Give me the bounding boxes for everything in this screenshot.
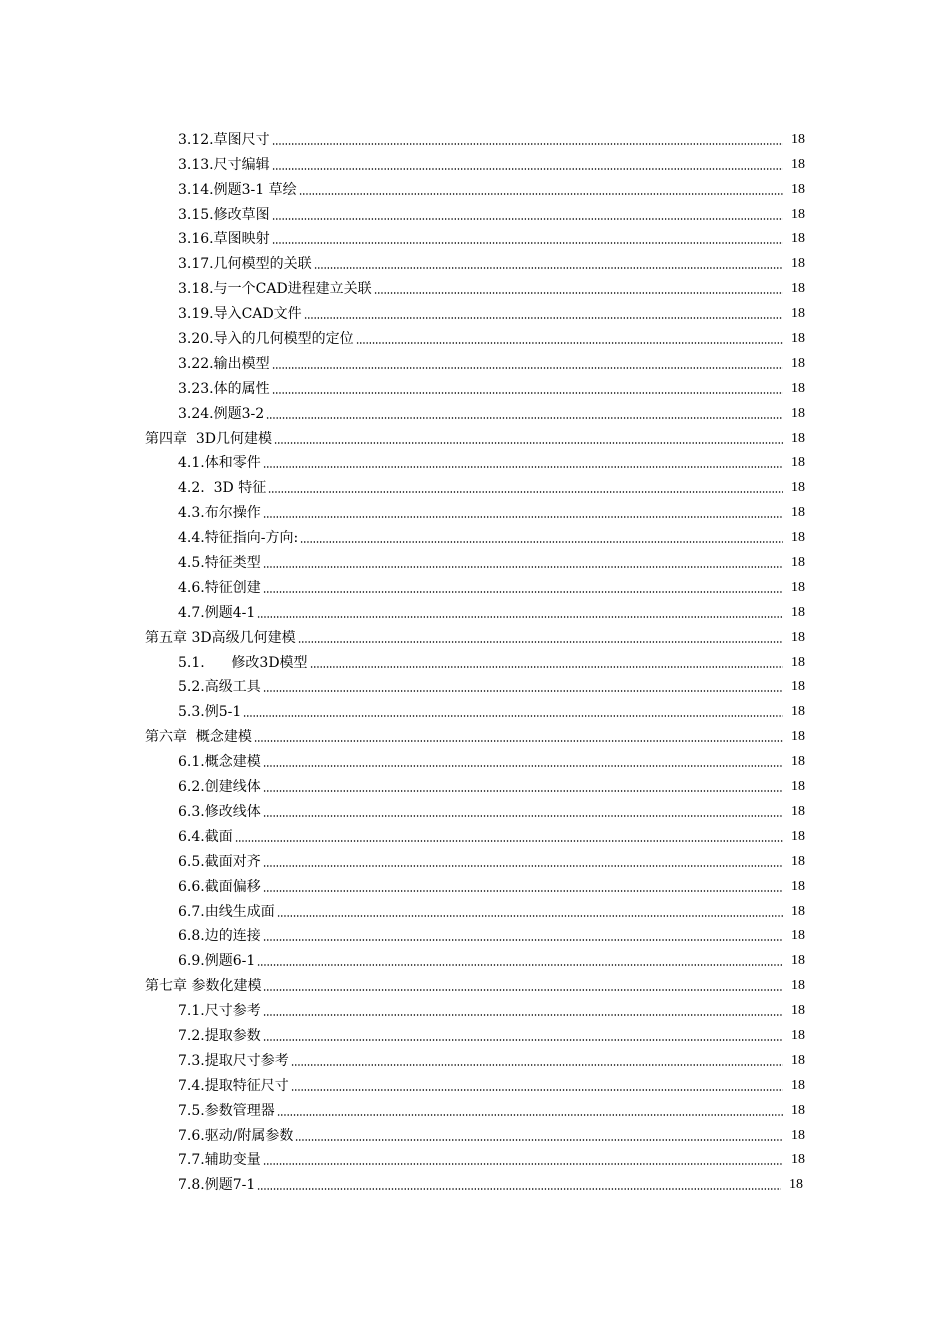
toc-page-number: 18 [791, 604, 805, 620]
toc-page-number: 18 [791, 928, 805, 944]
toc-page-number: 18 [791, 206, 805, 222]
toc-page-number: 18 [791, 1052, 805, 1068]
toc-page-number: 18 [791, 480, 805, 496]
toc-section-entry[interactable] [0, 448, 950, 473]
toc-page-number: 18 [791, 953, 805, 969]
toc-dot-leader [291, 1089, 783, 1091]
toc-entry-label: 6.3.修改线体 [178, 803, 261, 820]
toc-entry-label: 第七章 参数化建模 [145, 978, 262, 995]
toc-section-entry[interactable] [0, 597, 950, 622]
toc-section-entry[interactable] [0, 1045, 950, 1070]
toc-dot-leader [310, 666, 783, 668]
toc-dot-leader [277, 1114, 783, 1116]
toc-section-entry[interactable] [0, 1070, 950, 1095]
toc-entry-label: 第五章 3D高级几何建模 [145, 629, 296, 646]
toc-entry-label: 3.16.草图映射 [178, 231, 270, 248]
toc-page-number: 18 [791, 1152, 805, 1168]
toc-page-number: 18 [791, 654, 805, 670]
toc-dot-leader [272, 218, 783, 220]
toc-entry-label: 3.18.与一个CAD进程建立关联 [178, 281, 372, 298]
toc-section-entry[interactable] [0, 1120, 950, 1145]
toc-dot-leader [263, 790, 783, 792]
toc-entry-label: 4.3.布尔操作 [178, 505, 261, 522]
toc-dot-leader [268, 491, 783, 493]
toc-dot-leader [263, 466, 783, 468]
toc-entry-label: 7.6.驱动/附属参数 [178, 1127, 294, 1144]
toc-section-entry[interactable] [0, 398, 950, 423]
toc-page-number: 18 [791, 331, 805, 347]
toc-section-entry[interactable] [0, 224, 950, 249]
toc-section-entry[interactable] [0, 871, 950, 896]
toc-section-entry[interactable] [0, 298, 950, 323]
toc-page-number: 18 [791, 1127, 805, 1143]
toc-page-number: 18 [791, 430, 805, 446]
toc-entry-label: 6.7.由线生成面 [178, 903, 275, 920]
toc-section-entry[interactable] [0, 1145, 950, 1170]
toc-entry-label: 6.2.创建线体 [178, 779, 261, 796]
toc-page-number: 18 [791, 555, 805, 571]
toc-section-entry[interactable] [0, 348, 950, 373]
toc-entry-label: 3.23.体的属性 [178, 380, 270, 397]
toc-dot-leader [263, 765, 783, 767]
toc-section-entry[interactable] [0, 796, 950, 821]
toc-section-entry[interactable] [0, 921, 950, 946]
toc-dot-leader [291, 1064, 783, 1066]
toc-section-entry[interactable] [0, 672, 950, 697]
toc-dot-leader [266, 417, 783, 419]
toc-dot-leader [272, 367, 783, 369]
toc-section-entry[interactable] [0, 1169, 950, 1194]
toc-section-entry[interactable] [0, 1020, 950, 1045]
toc-dot-leader [263, 939, 783, 941]
toc-entry-label: 第六章 概念建模 [145, 729, 252, 746]
toc-section-entry[interactable] [0, 696, 950, 721]
toc-page-number: 18 [791, 729, 805, 745]
toc-entry-label: 7.1.尺寸参考 [178, 1003, 261, 1020]
toc-entry-label: 3.20.导入的几何模型的定位 [178, 331, 354, 348]
toc-dot-leader [300, 541, 783, 543]
toc-entry-label: 4.7.例题4-1 [178, 604, 256, 621]
toc-dot-leader [272, 242, 783, 244]
toc-dot-leader [298, 641, 783, 643]
toc-page-number: 18 [791, 405, 805, 421]
toc-dot-leader [263, 516, 783, 518]
toc-entry-label: 5.3.例5-1 [178, 704, 242, 721]
toc-section-entry[interactable] [0, 522, 950, 547]
toc-page-number: 18 [791, 903, 805, 919]
toc-page-number: 18 [791, 131, 805, 147]
table-of-contents [0, 124, 950, 1194]
toc-entry-label: 6.1.概念建模 [178, 754, 261, 771]
toc-entry-label: 第四章 3D几何建模 [145, 430, 273, 447]
toc-page-number: 18 [791, 306, 805, 322]
toc-entry-label: 6.8.边的连接 [178, 928, 261, 945]
toc-section-entry[interactable] [0, 323, 950, 348]
toc-page-number: 18 [791, 1027, 805, 1043]
toc-dot-leader [272, 168, 783, 170]
toc-dot-leader [272, 143, 783, 145]
toc-dot-leader [263, 989, 783, 991]
toc-dot-leader [263, 815, 783, 817]
toc-page-number: 18 [791, 629, 805, 645]
toc-entry-label: 7.8.例题7-1 [178, 1177, 256, 1194]
toc-page-number: 18 [791, 256, 805, 272]
toc-section-entry[interactable] [0, 149, 950, 174]
toc-dot-leader [295, 1139, 783, 1141]
toc-section-entry[interactable] [0, 472, 950, 497]
toc-page-number: 18 [791, 231, 805, 247]
toc-page-number: 18 [789, 1177, 803, 1193]
toc-section-entry[interactable] [0, 273, 950, 298]
toc-page-number: 18 [791, 380, 805, 396]
toc-entry-label: 3.19.导入CAD文件 [178, 306, 302, 323]
toc-page-number: 18 [791, 803, 805, 819]
toc-dot-leader [263, 865, 783, 867]
toc-page-number: 18 [791, 704, 805, 720]
toc-entry-label: 6.6.截面偏移 [178, 878, 261, 895]
toc-chapter-entry[interactable] [0, 423, 950, 448]
toc-dot-leader [374, 292, 783, 294]
toc-section-entry[interactable] [0, 547, 950, 572]
toc-section-entry[interactable] [0, 199, 950, 224]
toc-page-number: 18 [791, 1077, 805, 1093]
toc-section-entry[interactable] [0, 248, 950, 273]
toc-page-number: 18 [791, 530, 805, 546]
toc-dot-leader [277, 915, 783, 917]
toc-page-number: 18 [791, 978, 805, 994]
toc-entry-label: 4.6.特征创建 [178, 579, 261, 596]
toc-page-number: 18 [791, 853, 805, 869]
toc-entry-label: 3.24.例题3-2 [178, 405, 265, 422]
toc-page-number: 18 [791, 679, 805, 695]
toc-entry-label: 6.5.截面对齐 [178, 853, 261, 870]
toc-entry-label: 3.15.修改草图 [178, 206, 270, 223]
toc-entry-label: 6.9.例题6-1 [178, 953, 256, 970]
toc-dot-leader [299, 193, 783, 195]
toc-section-entry[interactable] [0, 373, 950, 398]
toc-page-number: 18 [791, 181, 805, 197]
toc-section-entry[interactable] [0, 995, 950, 1020]
toc-chapter-entry[interactable] [0, 622, 950, 647]
toc-dot-leader [257, 616, 783, 618]
toc-dot-leader [263, 591, 783, 593]
toc-page-number: 18 [791, 579, 805, 595]
toc-section-entry[interactable] [0, 124, 950, 149]
toc-entry-label: 7.4.提取特征尺寸 [178, 1077, 289, 1094]
toc-section-entry[interactable] [0, 846, 950, 871]
toc-page-number: 18 [791, 779, 805, 795]
toc-section-entry[interactable] [0, 896, 950, 921]
toc-entry-label: 3.17.几何模型的关联 [178, 256, 312, 273]
toc-section-entry[interactable] [0, 174, 950, 199]
toc-section-entry[interactable] [0, 945, 950, 970]
toc-page-number: 18 [791, 828, 805, 844]
toc-page-number: 18 [791, 1102, 805, 1118]
toc-entry-label: 3.14.例题3-1 草绘 [178, 181, 297, 198]
toc-entry-label: 3.13.尺寸编辑 [178, 156, 270, 173]
toc-dot-leader [254, 740, 783, 742]
toc-dot-leader [274, 442, 783, 444]
toc-dot-leader [263, 1163, 783, 1165]
toc-page-number: 18 [791, 754, 805, 770]
toc-chapter-entry[interactable] [0, 721, 950, 746]
toc-dot-leader [263, 1039, 783, 1041]
toc-page-number: 18 [791, 455, 805, 471]
toc-page-number: 18 [791, 505, 805, 521]
toc-entry-label: 4.5.特征类型 [178, 555, 261, 572]
toc-dot-leader [243, 715, 783, 717]
toc-dot-leader [272, 392, 783, 394]
toc-entry-label: 3.22.输出模型 [178, 355, 270, 372]
toc-chapter-entry[interactable] [0, 970, 950, 995]
toc-page-number: 18 [791, 281, 805, 297]
toc-page-number: 18 [791, 156, 805, 172]
toc-section-entry[interactable] [0, 771, 950, 796]
toc-dot-leader [235, 840, 783, 842]
toc-page-number: 18 [791, 878, 805, 894]
toc-section-entry[interactable] [0, 497, 950, 522]
toc-entry-label: 6.4.截面 [178, 828, 233, 845]
toc-entry-label: 4.1.体和零件 [178, 455, 261, 472]
toc-section-entry[interactable] [0, 746, 950, 771]
toc-entry-label: 5.1. 修改3D模型 [178, 654, 308, 671]
toc-section-entry[interactable] [0, 572, 950, 597]
toc-dot-leader [314, 267, 783, 269]
toc-page-number: 18 [791, 1003, 805, 1019]
toc-section-entry[interactable] [0, 647, 950, 672]
toc-entry-label: 3.12.草图尺寸 [178, 131, 270, 148]
toc-dot-leader [263, 1014, 783, 1016]
toc-dot-leader [257, 1188, 781, 1190]
toc-entry-label: 7.7.辅助变量 [178, 1152, 261, 1169]
toc-entry-label: 7.3.提取尺寸参考 [178, 1052, 289, 1069]
toc-dot-leader [263, 690, 783, 692]
toc-dot-leader [304, 317, 783, 319]
toc-entry-label: 5.2.高级工具 [178, 679, 261, 696]
toc-dot-leader [263, 890, 783, 892]
toc-dot-leader [257, 964, 783, 966]
toc-entry-label: 7.2.提取参数 [178, 1027, 261, 1044]
toc-page-number: 18 [791, 355, 805, 371]
toc-dot-leader [263, 566, 783, 568]
toc-section-entry[interactable] [0, 821, 950, 846]
toc-section-entry[interactable] [0, 1095, 950, 1120]
toc-dot-leader [356, 342, 783, 344]
toc-entry-label: 4.2. 3D 特征 [178, 480, 267, 497]
toc-entry-label: 4.4.特征指向-方向: [178, 530, 299, 547]
toc-entry-label: 7.5.参数管理器 [178, 1102, 275, 1119]
